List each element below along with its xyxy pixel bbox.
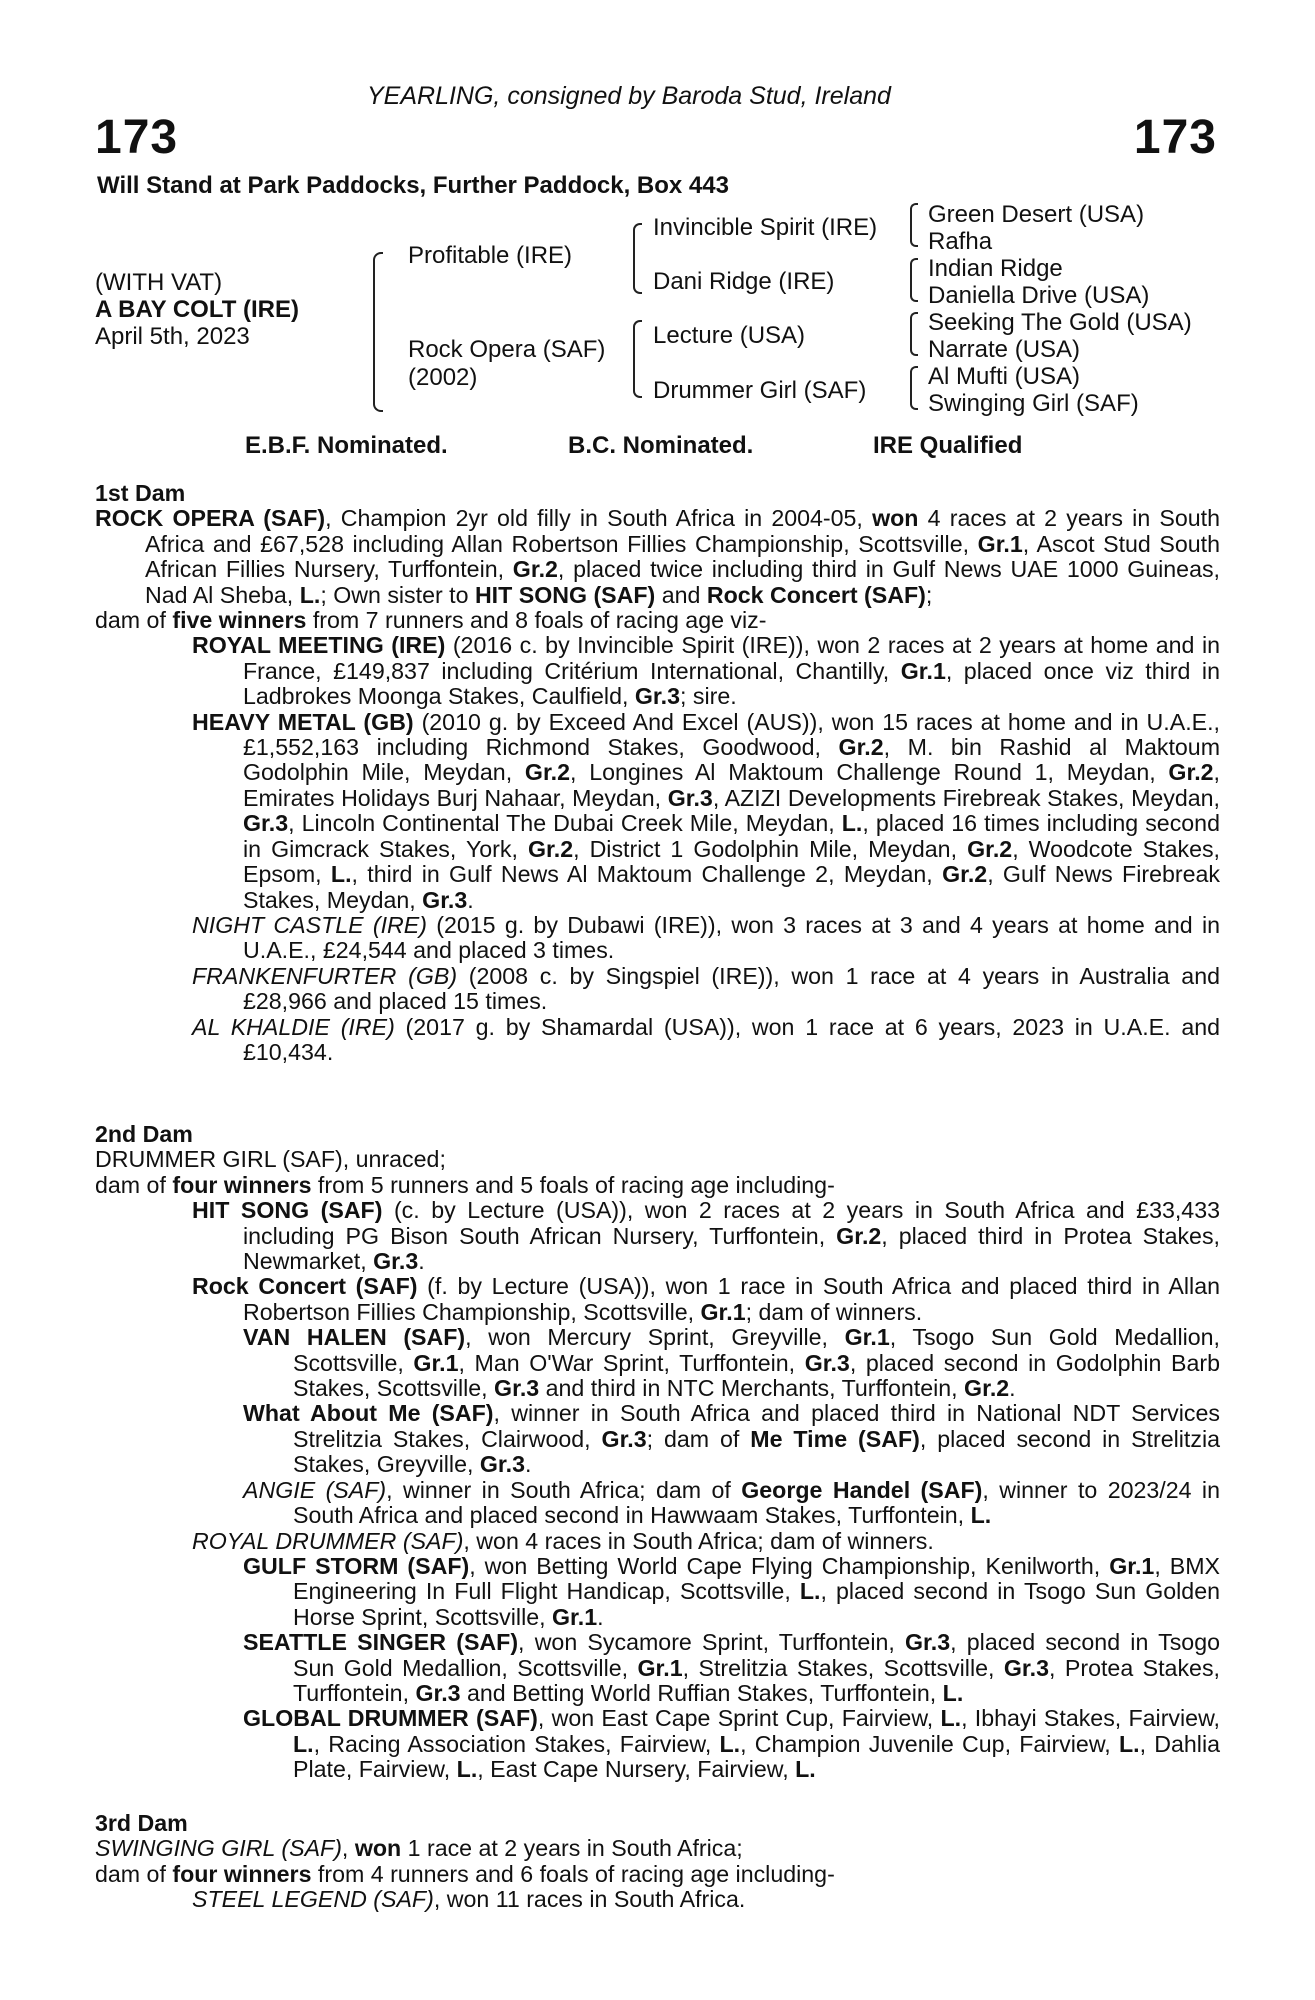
dam-brace <box>633 320 642 398</box>
horse-name: A BAY COLT (IRE) <box>95 296 300 323</box>
consignor-line: YEARLING, consigned by Baroda Stud, Ireland <box>367 82 891 110</box>
third-dam-heading: 3rd Dam <box>95 1810 188 1836</box>
produce-al-khaldie: AL KHALDIE (IRE) (2017 g. by Shamardal (USA)), won 1 race at 6 years, 2023 in U.A.E. and £10,434. <box>192 1013 1221 1065</box>
produce-seattle-singer: SEATTLE SINGER (SAF), won Sycamore Sprint, Turffontein, Gr.3, placed second in Tsogo Sun Gold Medallion, Scottsville, Gr.1, Strelitzia Stakes, Scottsville, Gr.3, Protea Stakes, Turffontein, Gr.3 and Betting World Ruffian Stakes, Turffontein, L. <box>243 1629 1220 1706</box>
produce-steel-legend: STEEL LEGEND (SAF), won 11 races in South Africa. <box>192 1886 746 1913</box>
ds-brace <box>910 312 918 356</box>
vat-label: (WITH VAT) <box>95 269 223 296</box>
third-dam-produce-summary: dam of four winners from 4 runners and 6 foals of racing age including- <box>95 1860 835 1887</box>
stand-location: Will Stand at Park Paddocks, Further Paddock, Box 443 <box>97 172 729 199</box>
sd-brace <box>910 258 918 302</box>
first-dam-produce-summary: dam of five winners from 7 runners and 8 foals of racing age viz- <box>95 607 767 634</box>
dam-year: (2002) <box>408 364 478 391</box>
produce-heavy-metal: HEAVY METAL (GB) (2010 g. by Exceed And Excel (AUS)), won 15 races at home and in U.A.E., £1,552,163 including Richmond Stakes, Goodwood, Gr.2, M. bin Rashid al Maktoum Godolphin Mile, Meydan, Gr.2, Longines Al Maktoum Challenge Round 1, Meydan, Gr.2, Emirates Holidays Burj Nahaar, Meydan, Gr.3, AZIZI Developments Firebreak Stakes, Meydan, Gr.3, Lincoln Continental The Dubai Creek Mile, Meydan, L., placed 16 times including second in Gimcrack Stakes, York, Gr.2, District 1 Godolphin Mile, Meydan, Gr.2, Woodcote Stakes, Epsom, L., third in Gulf News Al Maktoum Challenge 2, Meydan, Gr.2, Gulf News Firebreak Stakes, Meydan, Gr.3. <box>192 708 1221 913</box>
produce-van-halen: VAN HALEN (SAF), won Mercury Sprint, Greyville, Gr.1, Tsogo Sun Gold Medallion, Scottsville, Gr.1, Man O'War Sprint, Turffontein, Gr.3, placed second in Godolphin Barb Stakes, Scottsville, Gr.3 and third in NTC Merchants, Turffontein, Gr.2. <box>243 1324 1220 1402</box>
dd-dam: Swinging Girl (SAF) <box>928 390 1139 417</box>
first-dam-text: ROCK OPERA (SAF), Champion 2yr old filly in South Africa in 2004-05, won 4 races at 2 years in South Africa and £67,528 including Allan Robertson Fillies Championship, Scottsville, Gr.1, Ascot Stud South African Fillies Nursery, Turffontein, Gr.2, placed twice including third in Gulf News UAE 1000 Guineas, Nad Al Sheba, L.; Own sister to HIT SONG (SAF) and Rock Concert (SAF); <box>95 505 1221 608</box>
sd-dam: Daniella Drive (USA) <box>928 282 1150 309</box>
first-dam-section <box>95 481 1220 1065</box>
produce-frankenfurter: FRANKENFURTER (GB) (2008 c. by Singspiel (IRE)), won 1 race at 4 years in Australia and £28,966 and placed 15 times. <box>192 962 1220 1015</box>
sire-name: Profitable (IRE) <box>408 242 573 269</box>
ire-qualified: IRE Qualified <box>873 432 1023 459</box>
ss-dam: Rafha <box>928 228 993 255</box>
dd-sire: Al Mufti (USA) <box>928 363 1081 390</box>
dd-brace <box>910 366 918 410</box>
sire-sire: Invincible Spirit (IRE) <box>653 214 878 241</box>
ss-sire: Green Desert (USA) <box>928 201 1145 228</box>
produce-royal-drummer: ROYAL DRUMMER (SAF), won 4 races in South Africa; dam of winners. <box>192 1527 934 1554</box>
produce-royal-meeting: ROYAL MEETING (IRE) (2016 c. by Invincible Spirit (IRE)), won 2 races at 2 years at home and in France, £149,837 including Critérium International, Chantilly, Gr.1, placed once viz third in Ladbrokes Moonga Stakes, Caulfield, Gr.3; sire. <box>192 632 1220 710</box>
ss-brace <box>910 203 918 247</box>
lot-number-right: 173 <box>1133 111 1217 164</box>
ds-dam: Narrate (USA) <box>928 336 1081 363</box>
first-dam-heading: 1st Dam <box>95 480 186 506</box>
bc-nomination: B.C. Nominated. <box>568 432 754 459</box>
third-dam-section <box>95 1811 1220 1913</box>
foaling-date: April 5th, 2023 <box>95 323 250 350</box>
sd-sire: Indian Ridge <box>928 255 1063 282</box>
second-dam-heading: 2nd Dam <box>95 1121 193 1147</box>
produce-hit-song: HIT SONG (SAF) (c. by Lecture (USA)), won 2 races at 2 years in South Africa and £33,433 including PG Bison South African Nursery, Turffontein, Gr.2, placed third in Protea Stakes, Newmarket, Gr.3. <box>192 1197 1220 1275</box>
second-dam-section <box>95 1122 1220 1783</box>
third-dam-name: SWINGING GIRL (SAF), won 1 race at 2 years in South Africa; <box>95 1835 743 1862</box>
produce-night-castle: NIGHT CASTLE (IRE) (2015 g. by Dubawi (IRE)), won 3 races at 3 and 4 years at home and in U.A.E., £24,544 and placed 3 times. <box>192 911 1221 964</box>
sire-dam: Dani Ridge (IRE) <box>653 268 835 295</box>
main-brace <box>373 252 383 412</box>
produce-rock-concert: Rock Concert (SAF) (f. by Lecture (USA)), won 1 race in South Africa and placed third in Allan Robertson Fillies Championship, Scottsville, Gr.1; dam of winners. <box>192 1273 1220 1325</box>
second-dam-produce-summary: dam of four winners from 5 runners and 5 foals of racing age including- <box>95 1171 835 1198</box>
ebf-nomination: E.B.F. Nominated. <box>245 432 448 459</box>
produce-what-about-me: What About Me (SAF), winner in South Africa and placed third in National NDT Services Strelitzia Stakes, Clairwood, Gr.3; dam of Me Time (SAF), placed second in Strelitzia Stakes, Greyville, Gr.3. <box>243 1400 1220 1478</box>
dam-name: Rock Opera (SAF) <box>408 336 606 363</box>
produce-angie: ANGIE (SAF), winner in South Africa; dam of George Handel (SAF), winner to 2023/24 in South Africa and placed second in Hawwaam Stakes, Turffontein, L. <box>243 1476 1220 1529</box>
sire-brace <box>633 223 642 294</box>
lot-number-left: 173 <box>95 111 179 164</box>
second-dam-name: DRUMMER GIRL (SAF), unraced; <box>95 1146 446 1173</box>
produce-gulf-storm: GULF STORM (SAF), won Betting World Cape Flying Championship, Kenilworth, Gr.1, BMX Engineering In Full Flight Handicap, Scottsville, L., placed second in Tsogo Sun Golden Horse Sprint, Scottsville, Gr.1. <box>243 1552 1220 1630</box>
ds-sire: Seeking The Gold (USA) <box>928 309 1192 336</box>
dam-sire: Lecture (USA) <box>653 322 806 349</box>
produce-global-drummer: GLOBAL DRUMMER (SAF), won East Cape Sprint Cup, Fairview, L., Ibhayi Stakes, Fairview, L., Racing Association Stakes, Fairview, L., Champion Juvenile Cup, Fairview, L., Dahlia Plate, Fairview, L., East Cape Nursery, Fairview, L. <box>243 1705 1220 1783</box>
dam-dam: Drummer Girl (SAF) <box>653 377 867 404</box>
